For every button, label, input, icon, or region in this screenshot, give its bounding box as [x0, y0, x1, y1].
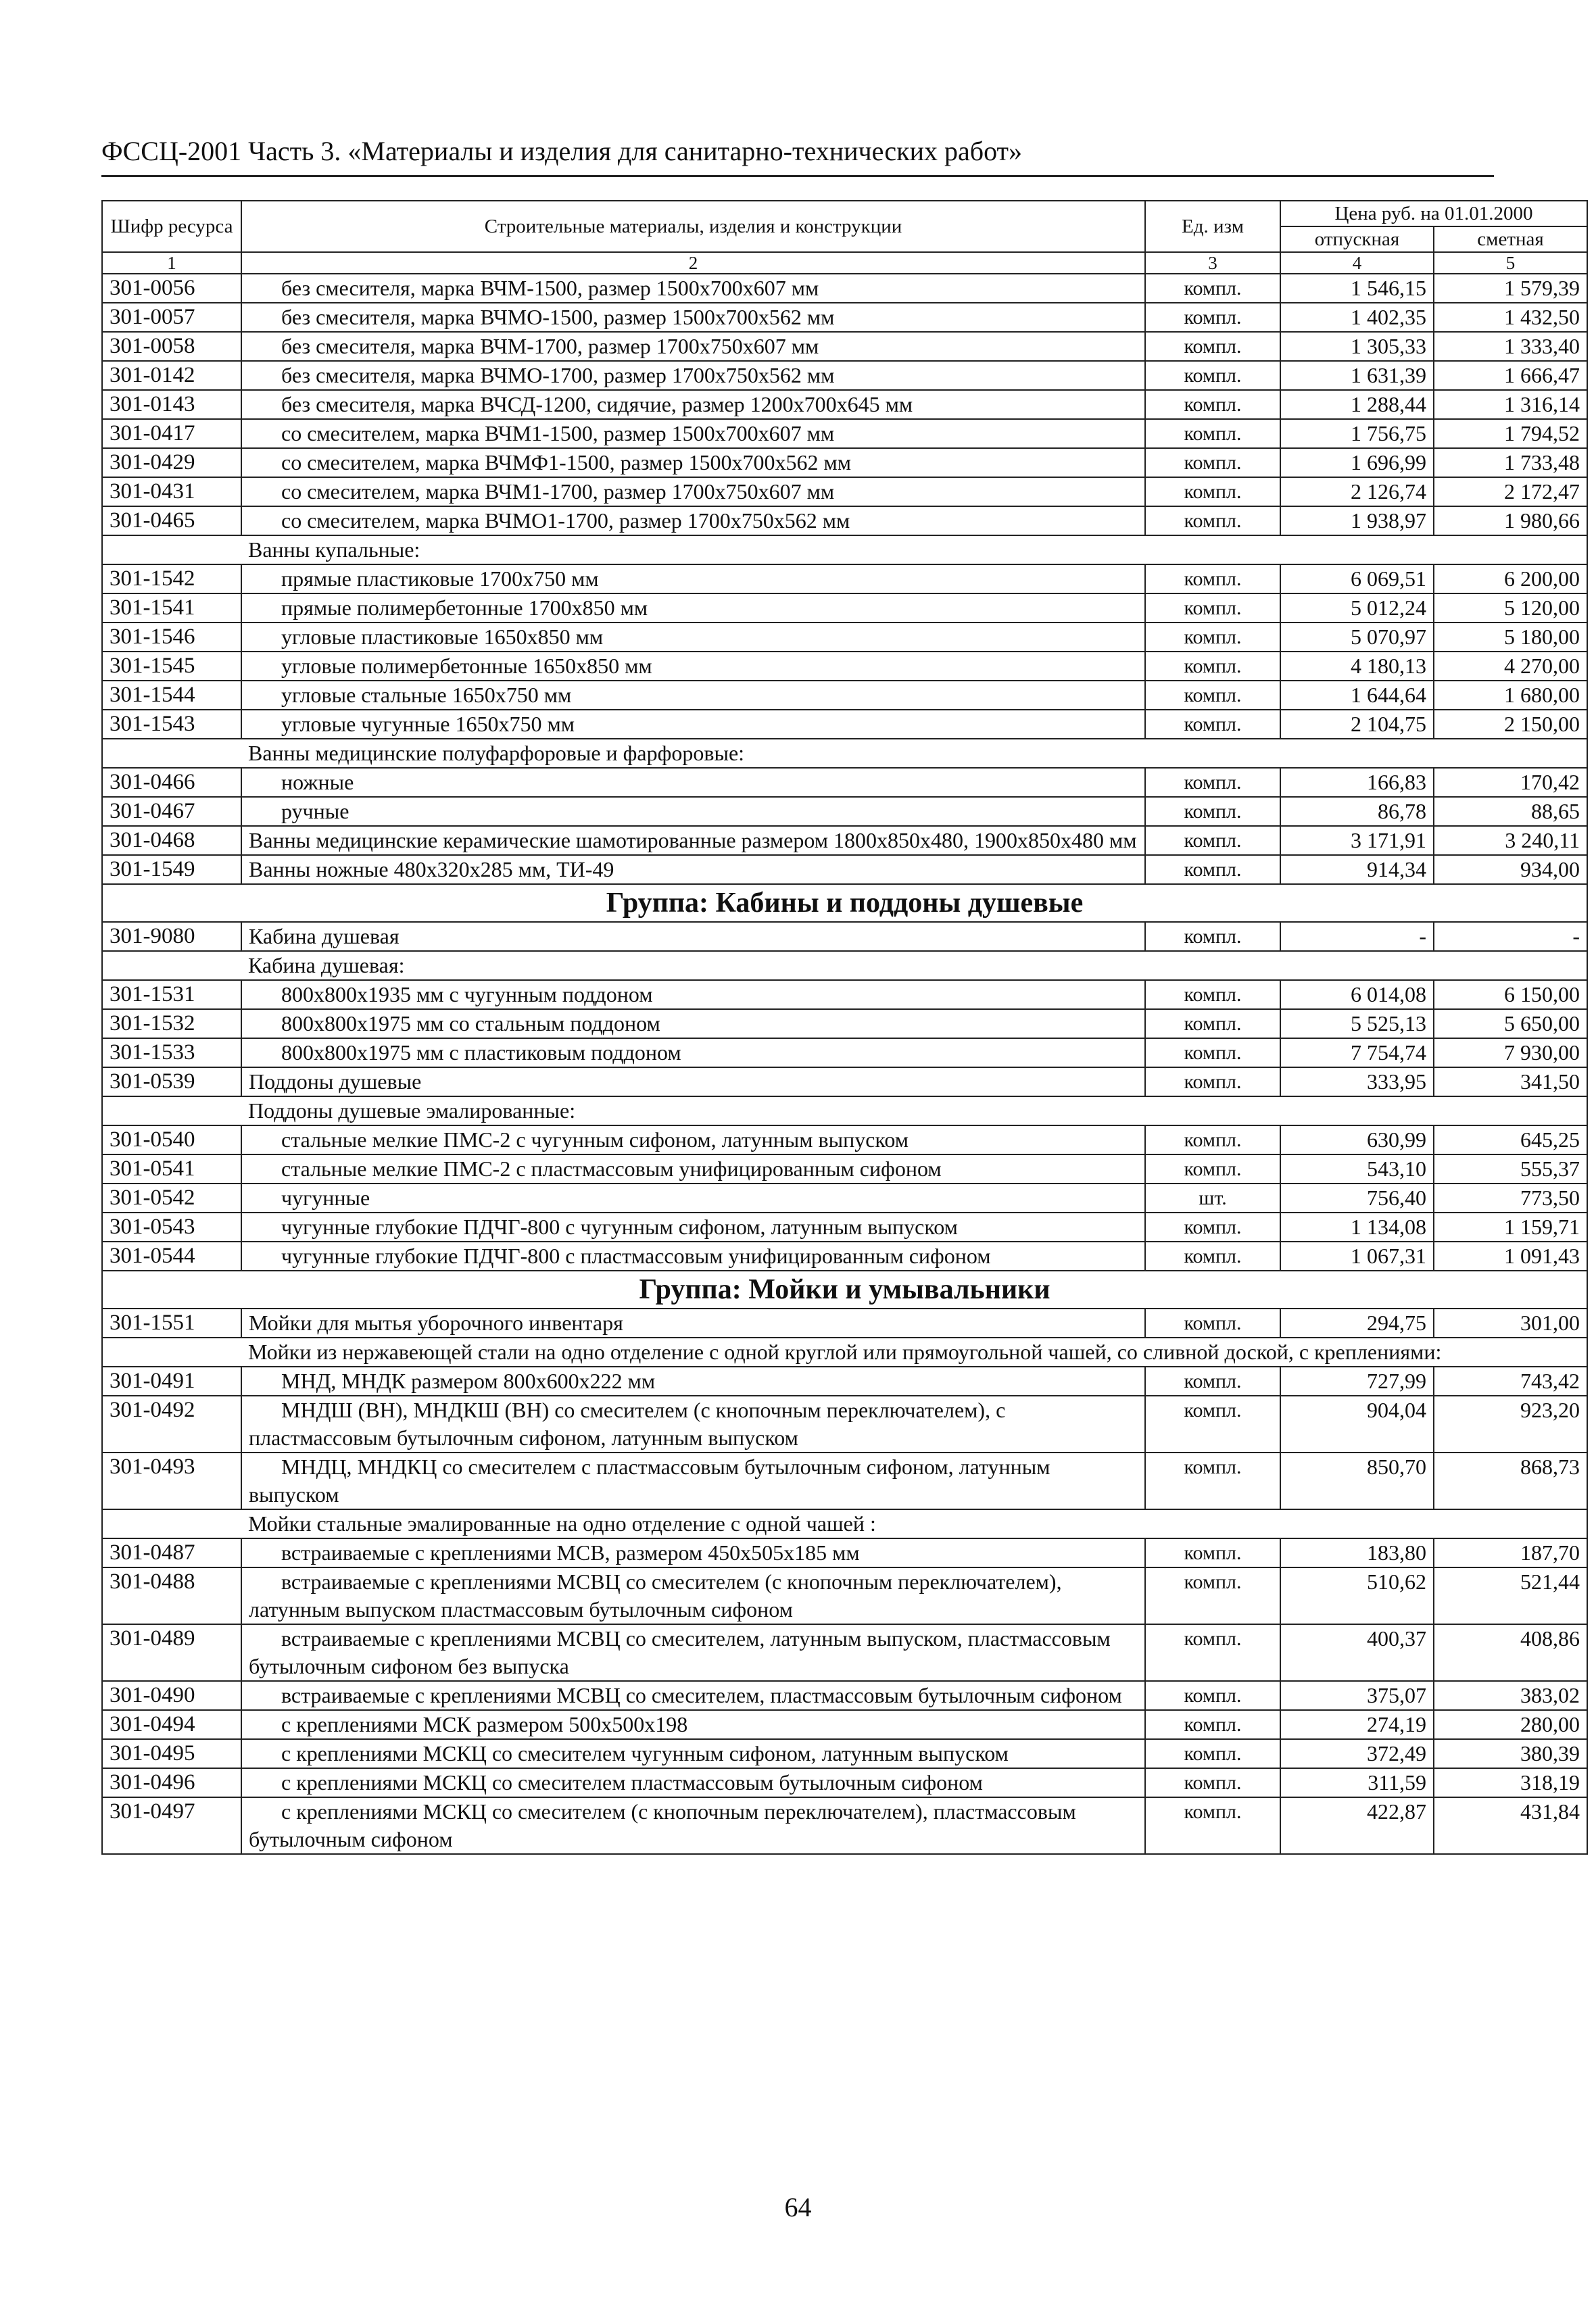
table-row	[102, 652, 1587, 681]
release-price: 1 644,64	[1280, 681, 1434, 710]
table-row	[102, 922, 1587, 951]
release-price: 1 756,75	[1280, 419, 1434, 448]
resource-code: 301-0431	[102, 477, 241, 506]
resource-code: 301-0542	[102, 1184, 241, 1213]
estimate-price: 88,65	[1434, 797, 1587, 826]
resource-code: 301-0544	[102, 1242, 241, 1271]
table-row	[102, 1242, 1587, 1271]
unit-of-measure: компл.	[1145, 1739, 1280, 1768]
item-description: чугунные глубокие ПДЧГ-800 с чугунным сифоном, латунным выпуском	[241, 1213, 1145, 1242]
table-row	[102, 623, 1587, 652]
resource-code: 301-0487	[102, 1538, 241, 1567]
release-price: 1 305,33	[1280, 332, 1434, 361]
unit-of-measure: компл.	[1145, 448, 1280, 477]
unit-of-measure: компл.	[1145, 564, 1280, 593]
resource-code: 301-0496	[102, 1768, 241, 1797]
release-price: 4 180,13	[1280, 652, 1434, 681]
release-price: 183,80	[1280, 1538, 1434, 1567]
release-price: 1 402,35	[1280, 303, 1434, 332]
table-row	[102, 710, 1587, 739]
estimate-price: 380,39	[1434, 1739, 1587, 1768]
table-row	[102, 1396, 1587, 1453]
table-row	[102, 390, 1587, 419]
item-description: Поддоны душевые	[241, 1067, 1145, 1096]
estimate-price: 4 270,00	[1434, 652, 1587, 681]
resource-code: 301-0429	[102, 448, 241, 477]
release-price: 166,83	[1280, 768, 1434, 797]
section-row	[102, 951, 1587, 980]
col-header-price: Цена руб. на 01.01.2000	[1280, 201, 1587, 226]
estimate-price: 1 579,39	[1434, 274, 1587, 303]
unit-of-measure: компл.	[1145, 1768, 1280, 1797]
item-description: Кабина душевая	[241, 922, 1145, 951]
item-description: без смесителя, марка ВЧМО-1500, размер 1500х700х562 мм	[241, 303, 1145, 332]
estimate-price: 1 733,48	[1434, 448, 1587, 477]
release-price: 904,04	[1280, 1396, 1434, 1453]
item-description: без смесителя, марка ВЧМ-1500, размер 1500х700х607 мм	[241, 274, 1145, 303]
unit-of-measure: компл.	[1145, 1681, 1280, 1710]
resource-code: 301-0539	[102, 1067, 241, 1096]
resource-code: 301-1545	[102, 652, 241, 681]
col-index-5: 5	[1434, 252, 1587, 274]
item-description: Мойки для мытья уборочного инвентаря	[241, 1309, 1145, 1338]
item-description: угловые пластиковые 1650х850 мм	[241, 623, 1145, 652]
unit-of-measure: компл.	[1145, 922, 1280, 951]
item-description: стальные мелкие ПМС-2 с чугунным сифоном, латунным выпуском	[241, 1125, 1145, 1154]
item-description: со смесителем, марка ВЧМФ1-1500, размер 1500х700х562 мм	[241, 448, 1145, 477]
release-price: 333,95	[1280, 1067, 1434, 1096]
estimate-price: 1 794,52	[1434, 419, 1587, 448]
release-price: 1 067,31	[1280, 1242, 1434, 1271]
table-row	[102, 1768, 1587, 1797]
unit-of-measure: компл.	[1145, 274, 1280, 303]
table-row	[102, 506, 1587, 535]
col-header-unit: Ед. изм	[1145, 201, 1280, 252]
estimate-price: 1 333,40	[1434, 332, 1587, 361]
estimate-price: 6 200,00	[1434, 564, 1587, 593]
release-price: 5 070,97	[1280, 623, 1434, 652]
unit-of-measure: компл.	[1145, 332, 1280, 361]
estimate-price: 318,19	[1434, 1768, 1587, 1797]
estimate-price: 1 159,71	[1434, 1213, 1587, 1242]
table-row	[102, 1038, 1587, 1067]
release-price: 1 134,08	[1280, 1213, 1434, 1242]
resource-code: 301-1532	[102, 1009, 241, 1038]
item-description: 800х800х1935 мм с чугунным поддоном	[241, 980, 1145, 1009]
item-description: без смесителя, марка ВЧСД-1200, сидячие, размер 1200х700х645 мм	[241, 390, 1145, 419]
resource-code: 301-1549	[102, 855, 241, 884]
release-price: 1 631,39	[1280, 361, 1434, 390]
table-row	[102, 1309, 1587, 1338]
table-row	[102, 1797, 1587, 1854]
item-description: встраиваемые с креплениями МСВЦ со смесителем, пластмассовым бутылочным сифоном	[241, 1681, 1145, 1710]
release-price: 3 171,91	[1280, 826, 1434, 855]
resource-code: 301-1531	[102, 980, 241, 1009]
resource-code: 301-0490	[102, 1681, 241, 1710]
section-title: Ванны купальные:	[241, 535, 1587, 564]
item-description: МНДШ (ВН), МНДКШ (ВН) со смесителем (с кнопочным переключателем), с пластмассовым бутылочным сифоном, латунным выпуском	[241, 1396, 1145, 1453]
release-price: 727,99	[1280, 1367, 1434, 1396]
estimate-price: -	[1434, 922, 1587, 951]
table-row	[102, 826, 1587, 855]
estimate-price: 923,20	[1434, 1396, 1587, 1453]
section-title: Поддоны душевые эмалированные:	[241, 1096, 1587, 1125]
resource-code: 301-0417	[102, 419, 241, 448]
section-row	[102, 1338, 1587, 1367]
unit-of-measure: компл.	[1145, 1038, 1280, 1067]
table-row	[102, 1154, 1587, 1184]
release-price: 375,07	[1280, 1681, 1434, 1710]
col-index-2: 2	[241, 252, 1145, 274]
unit-of-measure: компл.	[1145, 1453, 1280, 1509]
release-price: 372,49	[1280, 1739, 1434, 1768]
item-description: чугунные глубокие ПДЧГ-800 с пластмассовым унифицированным сифоном	[241, 1242, 1145, 1271]
estimate-price: 1 666,47	[1434, 361, 1587, 390]
release-price: 5 012,24	[1280, 593, 1434, 623]
resource-code: 301-0143	[102, 390, 241, 419]
resource-code: 301-0494	[102, 1710, 241, 1739]
unit-of-measure: компл.	[1145, 1309, 1280, 1338]
estimate-price: 868,73	[1434, 1453, 1587, 1509]
item-description: с креплениями МСК размером 500х500х198	[241, 1710, 1145, 1739]
col-index-4: 4	[1280, 252, 1434, 274]
section-title: Мойки из нержавеющей стали на одно отделение с одной круглой или прямоугольной чашей, со сливной доской, с креплениями:	[241, 1338, 1587, 1367]
table-row	[102, 1624, 1587, 1681]
unit-of-measure: компл.	[1145, 1154, 1280, 1184]
unit-of-measure: компл.	[1145, 1009, 1280, 1038]
unit-of-measure: компл.	[1145, 710, 1280, 739]
release-price: 6 014,08	[1280, 980, 1434, 1009]
table-row	[102, 419, 1587, 448]
table-row	[102, 564, 1587, 593]
unit-of-measure: компл.	[1145, 1396, 1280, 1453]
resource-code: 301-0540	[102, 1125, 241, 1154]
table-row	[102, 1067, 1587, 1096]
table-row	[102, 361, 1587, 390]
item-description: Ванны ножные 480х320х285 мм, ТИ-49	[241, 855, 1145, 884]
table-row	[102, 855, 1587, 884]
item-description: с креплениями МСКЦ со смесителем чугунным сифоном, латунным выпуском	[241, 1739, 1145, 1768]
unit-of-measure: компл.	[1145, 1213, 1280, 1242]
estimate-price: 187,70	[1434, 1538, 1587, 1567]
table-row	[102, 1125, 1587, 1154]
estimate-price: 773,50	[1434, 1184, 1587, 1213]
col-index-3: 3	[1145, 252, 1280, 274]
unit-of-measure: компл.	[1145, 1797, 1280, 1854]
release-price: 1 696,99	[1280, 448, 1434, 477]
section-row	[102, 739, 1587, 768]
group-title: Группа: Кабины и поддоны душевые	[102, 884, 1587, 922]
estimate-price: 341,50	[1434, 1067, 1587, 1096]
col-index-1: 1	[102, 252, 241, 274]
resource-code: 301-1543	[102, 710, 241, 739]
resource-code: 301-0467	[102, 797, 241, 826]
price-table	[101, 200, 1588, 1855]
unit-of-measure: компл.	[1145, 652, 1280, 681]
resource-code: 301-1533	[102, 1038, 241, 1067]
estimate-price: 521,44	[1434, 1567, 1587, 1624]
table-row	[102, 1213, 1587, 1242]
resource-code: 301-9080	[102, 922, 241, 951]
release-price: 2 126,74	[1280, 477, 1434, 506]
unit-of-measure: компл.	[1145, 1067, 1280, 1096]
release-price: 6 069,51	[1280, 564, 1434, 593]
item-description: 800х800х1975 мм с пластиковым поддоном	[241, 1038, 1145, 1067]
estimate-price: 7 930,00	[1434, 1038, 1587, 1067]
item-description: с креплениями МСКЦ со смесителем пластмассовым бутылочным сифоном	[241, 1768, 1145, 1797]
estimate-price: 743,42	[1434, 1367, 1587, 1396]
estimate-price: 6 150,00	[1434, 980, 1587, 1009]
release-price: 510,62	[1280, 1567, 1434, 1624]
unit-of-measure: компл.	[1145, 1567, 1280, 1624]
unit-of-measure: компл.	[1145, 797, 1280, 826]
unit-of-measure: компл.	[1145, 1242, 1280, 1271]
section-spacer	[102, 739, 241, 768]
estimate-price: 301,00	[1434, 1309, 1587, 1338]
unit-of-measure: компл.	[1145, 768, 1280, 797]
resource-code: 301-0057	[102, 303, 241, 332]
col-header-name: Строительные материалы, изделия и конструкции	[241, 201, 1145, 252]
unit-of-measure: компл.	[1145, 477, 1280, 506]
estimate-price: 1 091,43	[1434, 1242, 1587, 1271]
item-description: встраиваемые с креплениями МСВЦ со смесителем, латунным выпуском, пластмассовым бутылочным сифоном без выпуска	[241, 1624, 1145, 1681]
resource-code: 301-0468	[102, 826, 241, 855]
table-row	[102, 274, 1587, 303]
estimate-price: 1 980,66	[1434, 506, 1587, 535]
item-description: МНДЦ, МНДКЦ со смесителем с пластмассовым бутылочным сифоном, латунным выпуском	[241, 1453, 1145, 1509]
unit-of-measure: компл.	[1145, 593, 1280, 623]
release-price: 1 938,97	[1280, 506, 1434, 535]
release-price: 543,10	[1280, 1154, 1434, 1184]
section-title: Кабина душевая:	[241, 951, 1587, 980]
item-description: встраиваемые с креплениями МСВЦ со смесителем (с кнопочным переключателем), латунным выпуском пластмассовым бутылочным сифоном	[241, 1567, 1145, 1624]
table-row	[102, 1009, 1587, 1038]
resource-code: 301-0492	[102, 1396, 241, 1453]
section-title: Мойки стальные эмалированные на одно отделение с одной чашей :	[241, 1509, 1587, 1538]
item-description: встраиваемые с креплениями МСВ, размером 450х505х185 мм	[241, 1538, 1145, 1567]
table-row	[102, 1538, 1587, 1567]
table-row	[102, 980, 1587, 1009]
resource-code: 301-1542	[102, 564, 241, 593]
release-price: 850,70	[1280, 1453, 1434, 1509]
resource-code: 301-0465	[102, 506, 241, 535]
item-description: с креплениями МСКЦ со смесителем (с кнопочным переключателем), пластмассовым бутылочным сифоном	[241, 1797, 1145, 1854]
estimate-price: 5 120,00	[1434, 593, 1587, 623]
section-spacer	[102, 951, 241, 980]
unit-of-measure: компл.	[1145, 419, 1280, 448]
estimate-price: 1 432,50	[1434, 303, 1587, 332]
unit-of-measure: компл.	[1145, 623, 1280, 652]
release-price: 630,99	[1280, 1125, 1434, 1154]
resource-code: 301-0056	[102, 274, 241, 303]
col-header-estimate: сметная	[1434, 226, 1587, 252]
unit-of-measure: шт.	[1145, 1184, 1280, 1213]
resource-code: 301-1544	[102, 681, 241, 710]
estimate-price: 1 316,14	[1434, 390, 1587, 419]
release-price: 294,75	[1280, 1309, 1434, 1338]
table-row	[102, 681, 1587, 710]
resource-code: 301-1551	[102, 1309, 241, 1338]
group-row	[102, 884, 1587, 922]
table-row	[102, 1367, 1587, 1396]
resource-code: 301-0488	[102, 1567, 241, 1624]
col-header-code: Шифр ресурса	[102, 201, 241, 252]
unit-of-measure: компл.	[1145, 1624, 1280, 1681]
unit-of-measure: компл.	[1145, 361, 1280, 390]
resource-code: 301-0491	[102, 1367, 241, 1396]
resource-code: 301-0493	[102, 1453, 241, 1509]
table-row	[102, 1567, 1587, 1624]
estimate-price: 408,86	[1434, 1624, 1587, 1681]
unit-of-measure: компл.	[1145, 681, 1280, 710]
item-description: ножные	[241, 768, 1145, 797]
item-description: угловые полимербетонные 1650х850 мм	[241, 652, 1145, 681]
unit-of-measure: компл.	[1145, 1538, 1280, 1567]
item-description: чугунные	[241, 1184, 1145, 1213]
group-title: Группа: Мойки и умывальники	[102, 1271, 1587, 1309]
release-price: 86,78	[1280, 797, 1434, 826]
unit-of-measure: компл.	[1145, 506, 1280, 535]
release-price: 7 754,74	[1280, 1038, 1434, 1067]
estimate-price: 5 180,00	[1434, 623, 1587, 652]
release-price: 1 288,44	[1280, 390, 1434, 419]
item-description: без смесителя, марка ВЧМ-1700, размер 1700х750х607 мм	[241, 332, 1145, 361]
group-row	[102, 1271, 1587, 1309]
estimate-price: 645,25	[1434, 1125, 1587, 1154]
estimate-price: 2 150,00	[1434, 710, 1587, 739]
release-price: 2 104,75	[1280, 710, 1434, 739]
item-description: со смесителем, марка ВЧМО1-1700, размер 1700х750х562 мм	[241, 506, 1145, 535]
table-row	[102, 448, 1587, 477]
col-header-release: отпускная	[1280, 226, 1434, 252]
table-row	[102, 1710, 1587, 1739]
table-row	[102, 332, 1587, 361]
item-description: МНД, МНДК размером 800х600х222 мм	[241, 1367, 1145, 1396]
unit-of-measure: компл.	[1145, 826, 1280, 855]
resource-code: 301-0058	[102, 332, 241, 361]
resource-code: 301-1541	[102, 593, 241, 623]
page-number: 64	[784, 2192, 812, 2222]
table-row	[102, 768, 1587, 797]
item-description: прямые пластиковые 1700х750 мм	[241, 564, 1145, 593]
section-title: Ванны медицинские полуфарфоровые и фарфоровые:	[241, 739, 1587, 768]
estimate-price: 5 650,00	[1434, 1009, 1587, 1038]
table-row	[102, 1681, 1587, 1710]
item-description: прямые полимербетонные 1700х850 мм	[241, 593, 1145, 623]
section-row	[102, 1509, 1587, 1538]
release-price: 5 525,13	[1280, 1009, 1434, 1038]
item-description: угловые стальные 1650х750 мм	[241, 681, 1145, 710]
release-price: 914,34	[1280, 855, 1434, 884]
unit-of-measure: компл.	[1145, 1367, 1280, 1396]
table-row	[102, 593, 1587, 623]
table-row	[102, 1453, 1587, 1509]
section-spacer	[102, 535, 241, 564]
estimate-price: 280,00	[1434, 1710, 1587, 1739]
unit-of-measure: компл.	[1145, 1710, 1280, 1739]
item-description: со смесителем, марка ВЧМ1-1700, размер 1700х750х607 мм	[241, 477, 1145, 506]
item-description: стальные мелкие ПМС-2 с пластмассовым унифицированным сифоном	[241, 1154, 1145, 1184]
release-price: 311,59	[1280, 1768, 1434, 1797]
table-row	[102, 477, 1587, 506]
item-description: угловые чугунные 1650х750 мм	[241, 710, 1145, 739]
release-price: 400,37	[1280, 1624, 1434, 1681]
estimate-price: 170,42	[1434, 768, 1587, 797]
release-price: 422,87	[1280, 1797, 1434, 1854]
item-description: Ванны медицинские керамические шамотированные размером 1800х850х480, 1900х850х480 мм	[241, 826, 1145, 855]
price-table-body	[102, 274, 1587, 1854]
release-price: -	[1280, 922, 1434, 951]
table-row	[102, 797, 1587, 826]
resource-code: 301-0541	[102, 1154, 241, 1184]
estimate-price: 934,00	[1434, 855, 1587, 884]
table-row	[102, 1739, 1587, 1768]
estimate-price: 2 172,47	[1434, 477, 1587, 506]
section-row	[102, 535, 1587, 564]
estimate-price: 555,37	[1434, 1154, 1587, 1184]
item-description: ручные	[241, 797, 1145, 826]
table-row	[102, 1184, 1587, 1213]
unit-of-measure: компл.	[1145, 1125, 1280, 1154]
release-price: 756,40	[1280, 1184, 1434, 1213]
unit-of-measure: компл.	[1145, 303, 1280, 332]
resource-code: 301-1546	[102, 623, 241, 652]
page-header: ФССЦ-2001 Часть 3. «Материалы и изделия для санитарно-технических работ»	[101, 135, 1494, 177]
resource-code: 301-0495	[102, 1739, 241, 1768]
release-price: 274,19	[1280, 1710, 1434, 1739]
item-description: со смесителем, марка ВЧМ1-1500, размер 1500х700х607 мм	[241, 419, 1145, 448]
release-price: 1 546,15	[1280, 274, 1434, 303]
unit-of-measure: компл.	[1145, 855, 1280, 884]
resource-code: 301-0466	[102, 768, 241, 797]
unit-of-measure: компл.	[1145, 390, 1280, 419]
resource-code: 301-0142	[102, 361, 241, 390]
table-row	[102, 303, 1587, 332]
item-description: без смесителя, марка ВЧМО-1700, размер 1700х750х562 мм	[241, 361, 1145, 390]
estimate-price: 3 240,11	[1434, 826, 1587, 855]
item-description: 800х800х1975 мм со стальным поддоном	[241, 1009, 1145, 1038]
section-spacer	[102, 1509, 241, 1538]
resource-code: 301-0489	[102, 1624, 241, 1681]
estimate-price: 431,84	[1434, 1797, 1587, 1854]
estimate-price: 1 680,00	[1434, 681, 1587, 710]
resource-code: 301-0543	[102, 1213, 241, 1242]
section-spacer	[102, 1096, 241, 1125]
section-spacer	[102, 1338, 241, 1367]
resource-code: 301-0497	[102, 1797, 241, 1854]
estimate-price: 383,02	[1434, 1681, 1587, 1710]
unit-of-measure: компл.	[1145, 980, 1280, 1009]
section-row	[102, 1096, 1587, 1125]
